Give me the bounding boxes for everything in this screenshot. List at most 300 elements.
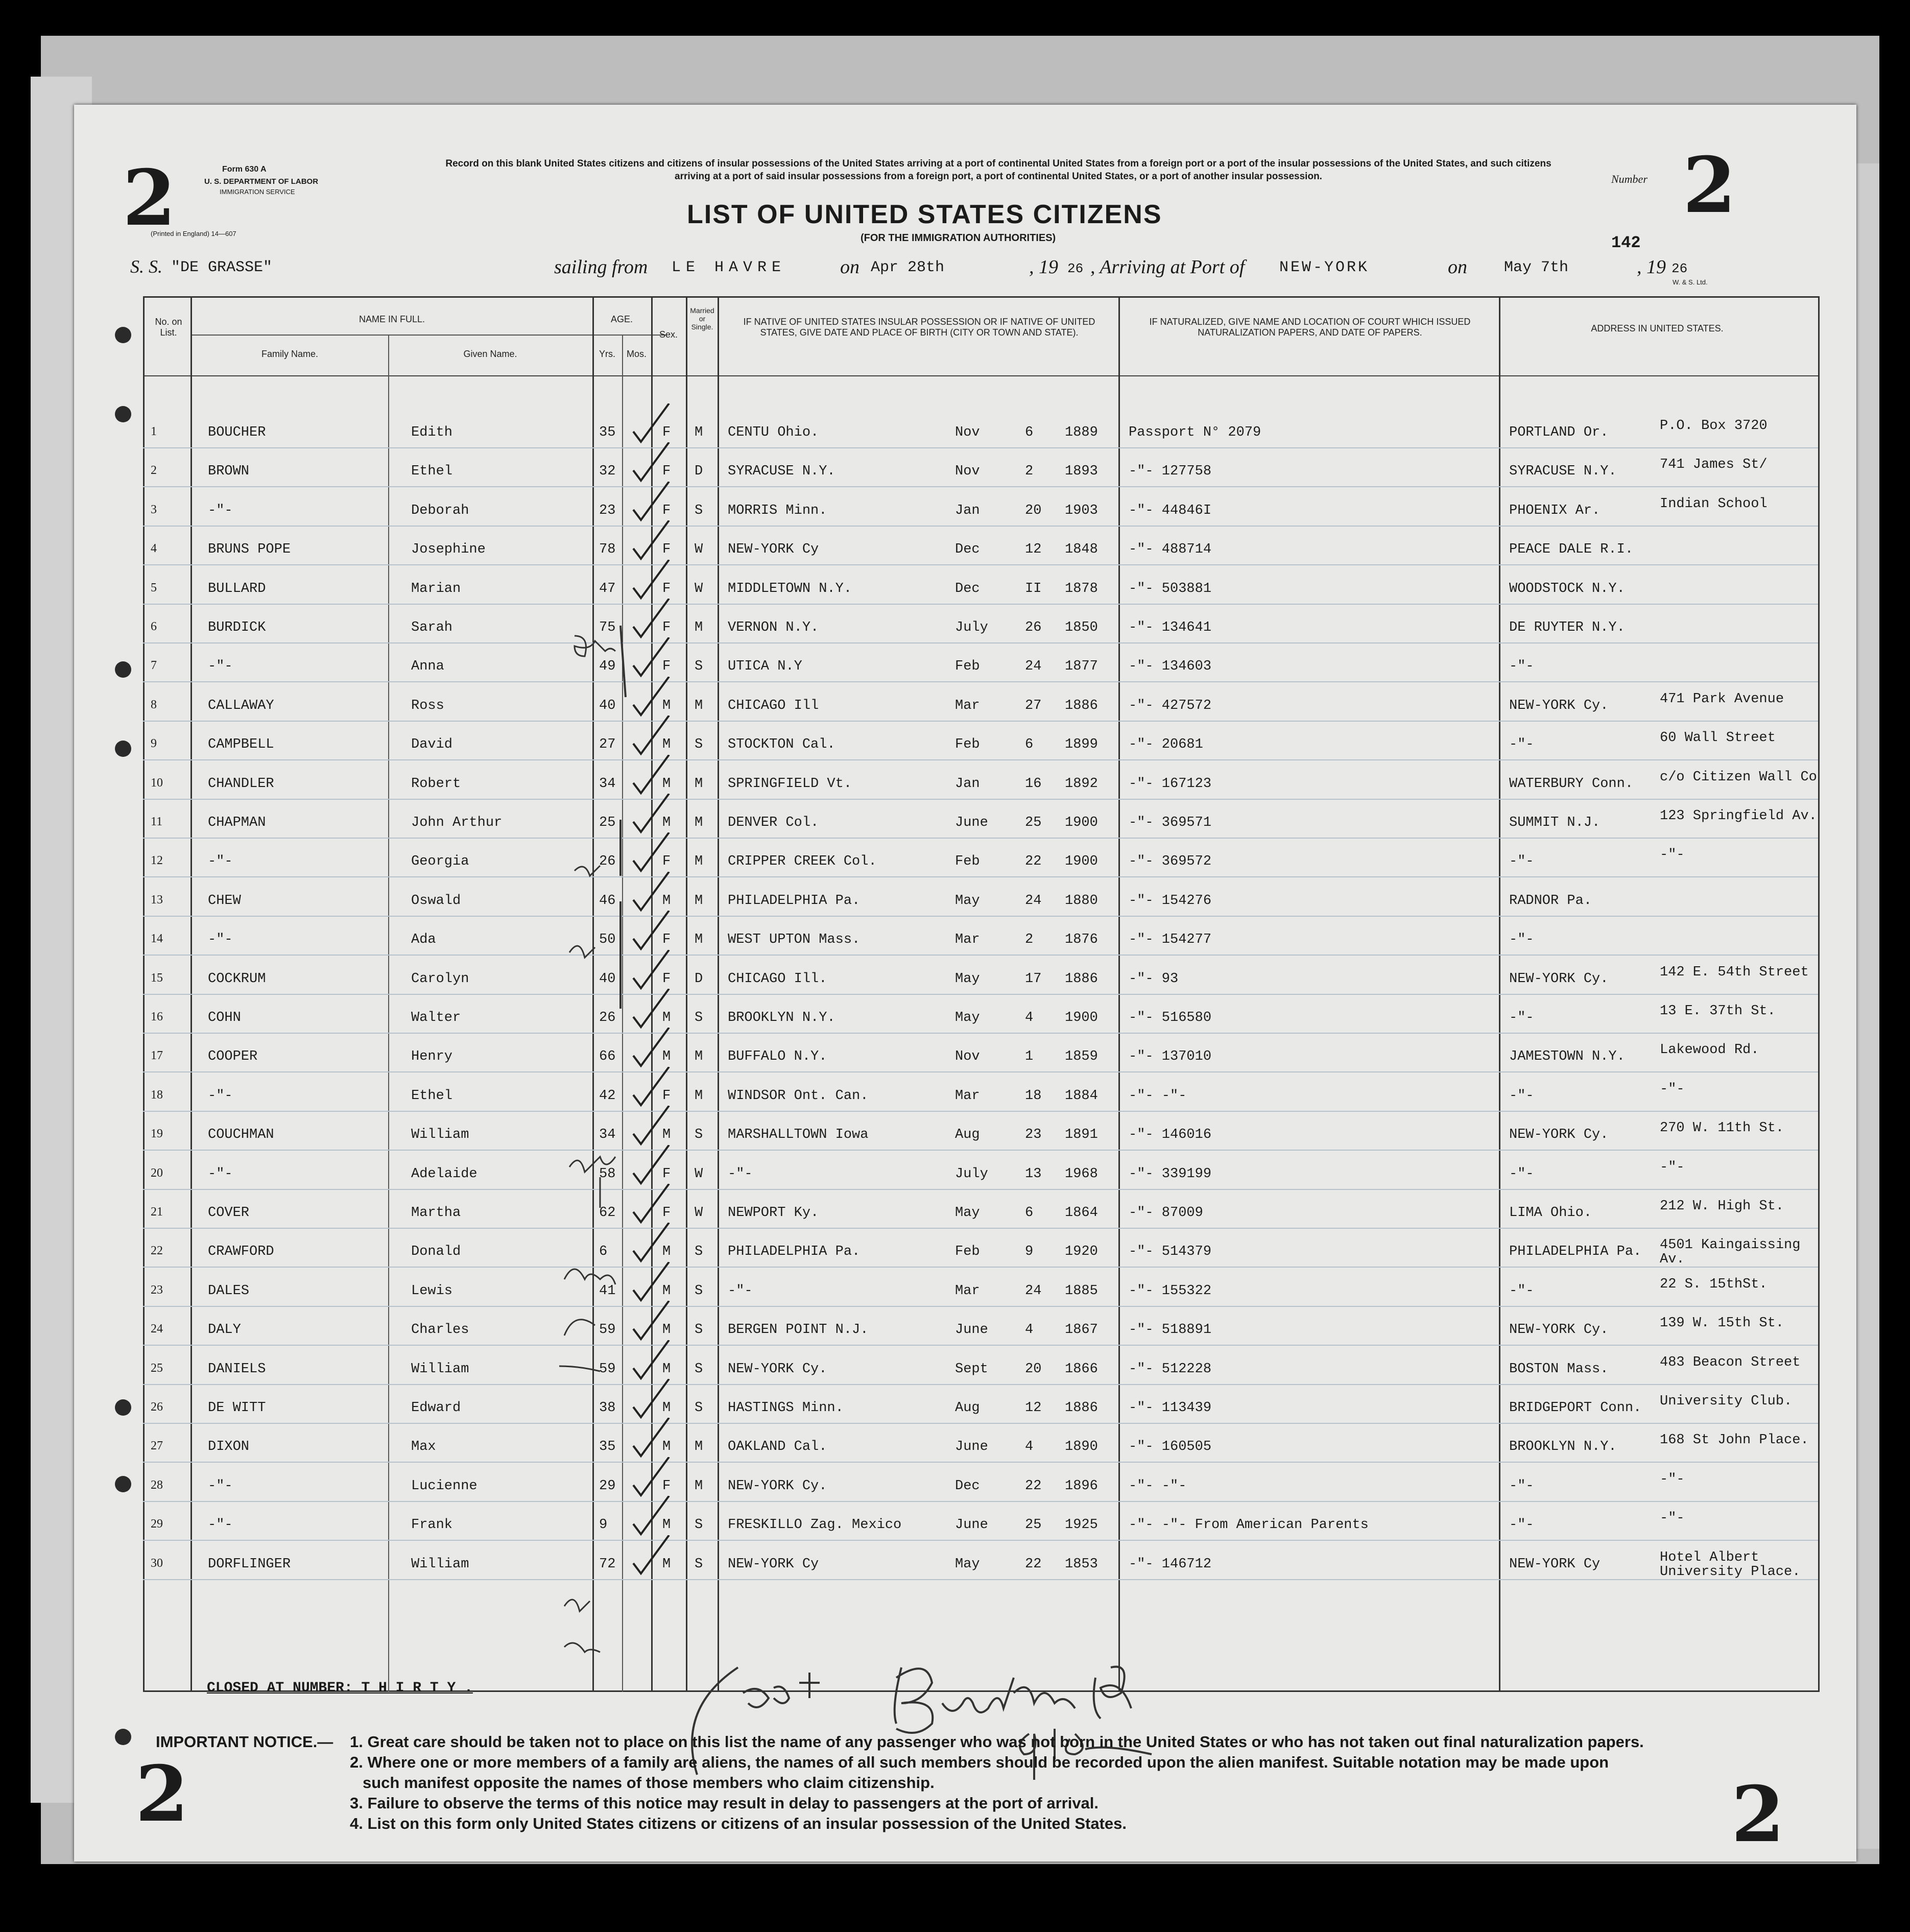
sex: M: [662, 1361, 671, 1377]
form-number-left: 2: [123, 153, 176, 243]
birth-place: HASTINGS Minn.: [728, 1400, 844, 1416]
birth-place: VERNON N.Y.: [728, 620, 819, 635]
birth-day: II: [1025, 581, 1042, 597]
address-street: 168 St John Place.: [1660, 1433, 1809, 1448]
age-years: 78: [599, 542, 616, 558]
family-name: -"-: [208, 1088, 233, 1104]
address-city: -"-: [1509, 1283, 1534, 1299]
table-row: [74, 882, 1856, 921]
printed-label: (Printed in England) 14—607: [151, 230, 236, 237]
naturalization: -"- -"-: [1129, 1088, 1187, 1104]
family-name: BULLARD: [208, 581, 266, 597]
row-number: 2: [151, 464, 157, 478]
address-city: -"-: [1509, 854, 1534, 870]
sex: M: [662, 893, 671, 909]
family-name: -"-: [208, 932, 233, 948]
birth-day: 12: [1025, 542, 1042, 558]
check-mark-icon: [628, 482, 674, 522]
address-city: WOODSTOCK N.Y.: [1509, 581, 1625, 597]
punch-hole: [115, 741, 131, 757]
birth-year: 1892: [1065, 776, 1098, 792]
address-city: -"-: [1509, 659, 1534, 675]
birth-month: Dec: [955, 542, 980, 558]
given-name: William: [411, 1556, 469, 1572]
header-bottom-border: [143, 375, 1818, 376]
naturalization: -"- 516580: [1129, 1010, 1212, 1025]
row-number: 25: [151, 1361, 163, 1375]
on-label: on: [840, 256, 860, 278]
marital-status: M: [695, 1049, 703, 1065]
marital-status: D: [695, 971, 703, 987]
marital-status: S: [695, 1361, 703, 1377]
family-name: COUCHMAN: [208, 1127, 274, 1143]
row-number: 7: [151, 659, 157, 673]
table-row: [74, 1389, 1856, 1428]
table-row: [74, 1467, 1856, 1506]
sex: F: [662, 854, 671, 870]
birth-place: DENVER Col.: [728, 815, 819, 830]
birth-year: 1886: [1065, 1400, 1098, 1416]
punch-hole: [115, 661, 131, 678]
birth-day: 23: [1025, 1127, 1042, 1143]
address-city: SUMMIT N.J.: [1509, 815, 1601, 830]
row-number: 13: [151, 893, 163, 907]
birth-place: CHICAGO Ill: [728, 698, 819, 713]
age-years: 42: [599, 1088, 616, 1104]
birth-month: June: [955, 1322, 988, 1338]
address-street: Hotel Albert University Place.: [1660, 1549, 1801, 1580]
naturalization: -"- 134641: [1129, 620, 1212, 635]
family-name: COOPER: [208, 1049, 258, 1065]
birth-year: 1886: [1065, 698, 1098, 713]
birth-day: 4: [1025, 1322, 1034, 1338]
row-number: 3: [151, 503, 157, 516]
birth-day: 26: [1025, 620, 1042, 635]
age-years: 34: [599, 1127, 616, 1143]
row-number: 27: [151, 1439, 163, 1453]
sex: M: [662, 737, 671, 753]
row-number: 22: [151, 1244, 163, 1258]
marital-status: M: [695, 932, 703, 948]
marital-status: M: [695, 815, 703, 830]
sailing-label: sailing from: [554, 256, 648, 278]
age-years: 35: [599, 1439, 616, 1455]
table-row: [74, 1155, 1856, 1194]
check-mark-icon: [628, 520, 674, 561]
address-street: Indian School: [1660, 496, 1768, 512]
marital-status: M: [695, 776, 703, 792]
header-birth: IF NATIVE OF UNITED STATES INSULAR POSSESSION OR IF NATIVE OF UNITED STATES, GIVE DATE AND PLACE OF BIRTH (CITY OR TOWN AND STATE).: [743, 317, 1095, 338]
birth-day: 22: [1025, 1478, 1042, 1494]
address-street: 212 W. High St.: [1660, 1199, 1784, 1214]
marital-status: S: [695, 1322, 703, 1338]
age-years: 72: [599, 1556, 616, 1572]
sex: M: [662, 1244, 671, 1260]
row-number: 29: [151, 1517, 163, 1531]
birth-year: 1968: [1065, 1166, 1098, 1182]
birth-place: NEW-YORK Cy: [728, 542, 819, 558]
marital-status: D: [695, 464, 703, 480]
page-title: LIST OF UNITED STATES CITIZENS: [687, 200, 1162, 229]
marital-status: S: [695, 737, 703, 753]
row-number: 6: [151, 620, 157, 633]
age-years: 49: [599, 659, 616, 675]
marital-status: M: [695, 1478, 703, 1494]
given-name: Sarah: [411, 620, 453, 635]
family-name: -"-: [208, 854, 233, 870]
address-street: -"-: [1660, 847, 1685, 863]
sex: F: [662, 503, 671, 518]
birth-month: Nov: [955, 464, 980, 480]
row-number: 4: [151, 542, 157, 556]
arriving-label: , Arriving at Port of: [1090, 256, 1245, 278]
address-street: 483 Beacon Street: [1660, 1354, 1801, 1370]
year-prefix: , 19: [1029, 256, 1058, 278]
table-row: [74, 843, 1856, 881]
address-street: 4501 Kaingaissing Av.: [1660, 1237, 1801, 1268]
birth-place: BUFFALO N.Y.: [728, 1049, 827, 1065]
given-name: Carolyn: [411, 971, 469, 987]
address-street: -"-: [1660, 1511, 1685, 1526]
given-name: John Arthur: [411, 815, 503, 830]
address-street: 60 Wall Street: [1660, 730, 1776, 746]
instructions: Record on this blank United States citizens and citizens of insular possessions of the United States arriving at a port of continental United States from a foreign port or a port of the insular possessions of the United States, and such citizens arriving at a port of said insular possessions from a foreign port, a port of continental United States, or a port of another insular possession.: [445, 158, 1551, 182]
given-name: Ada: [411, 932, 436, 948]
address-street: University Club.: [1660, 1394, 1793, 1409]
birth-year: 1925: [1065, 1517, 1098, 1533]
address-street: -"-: [1660, 1159, 1685, 1175]
birth-year: 1864: [1065, 1205, 1098, 1221]
birth-month: June: [955, 815, 988, 830]
marital-status: S: [695, 1517, 703, 1533]
header-married: Married or Single.: [690, 306, 714, 331]
birth-year: 1867: [1065, 1322, 1098, 1338]
age-years: 25: [599, 815, 616, 830]
birth-day: 16: [1025, 776, 1042, 792]
birth-place: NEWPORT Ky.: [728, 1205, 819, 1221]
sex: F: [662, 932, 671, 948]
family-name: COVER: [208, 1205, 250, 1221]
naturalization: -"- 113439: [1129, 1400, 1212, 1416]
address-city: RADNOR Pa.: [1509, 893, 1592, 909]
age-years: 40: [599, 971, 616, 987]
age-years: 6: [599, 1244, 608, 1260]
naturalization: -"- 160505: [1129, 1439, 1212, 1455]
address-city: -"-: [1509, 1010, 1534, 1025]
birth-day: 12: [1025, 1400, 1042, 1416]
birth-month: Feb: [955, 1244, 980, 1260]
address-city: BROOKLYN N.Y.: [1509, 1439, 1617, 1455]
row-number: 24: [151, 1322, 163, 1336]
punch-hole: [115, 327, 131, 343]
birth-place: NEW-YORK Cy.: [728, 1361, 827, 1377]
header-no: No. on List.: [155, 317, 182, 338]
birth-month: May: [955, 1010, 980, 1025]
given-name: William: [411, 1361, 469, 1377]
birth-place: MORRIS Minn.: [728, 503, 827, 518]
birth-place: MIDDLETOWN N.Y.: [728, 581, 852, 597]
birth-place: CENTU Ohio.: [728, 425, 819, 440]
birth-month: Feb: [955, 659, 980, 675]
address-city: -"-: [1509, 1166, 1534, 1182]
age-years: 23: [599, 503, 616, 518]
given-name: Martha: [411, 1205, 461, 1221]
birth-month: Jan: [955, 503, 980, 518]
birth-year: 1900: [1065, 815, 1098, 830]
birth-year: 1889: [1065, 425, 1098, 440]
age-years: 40: [599, 698, 616, 713]
birth-day: 17: [1025, 971, 1042, 987]
marital-status: S: [695, 659, 703, 675]
age-years: 50: [599, 932, 616, 948]
birth-day: 27: [1025, 698, 1042, 713]
row-number: 5: [151, 581, 157, 594]
address-city: NEW-YORK Cy.: [1509, 698, 1609, 713]
departure-date: Apr 28th: [871, 259, 945, 276]
header-given: Given Name.: [463, 349, 517, 359]
header-name: NAME IN FULL.: [359, 314, 425, 324]
birth-year: 1848: [1065, 542, 1098, 558]
given-name: Walter: [411, 1010, 461, 1025]
birth-day: 13: [1025, 1166, 1042, 1182]
birth-year: 1893: [1065, 464, 1098, 480]
naturalization: -"- 146016: [1129, 1127, 1212, 1143]
sex: M: [662, 698, 671, 713]
given-name: Robert: [411, 776, 461, 792]
table-row: [74, 921, 1856, 960]
birth-month: Dec: [955, 581, 980, 597]
birth-place: BERGEN POINT N.J.: [728, 1322, 869, 1338]
given-name: Donald: [411, 1244, 461, 1260]
marital-status: W: [695, 581, 703, 597]
marital-status: M: [695, 893, 703, 909]
family-name: CALLAWAY: [208, 698, 274, 713]
row-number: 10: [151, 776, 163, 790]
row-number: 20: [151, 1166, 163, 1180]
sex: M: [662, 1322, 671, 1338]
naturalization: -"- 514379: [1129, 1244, 1212, 1260]
birth-month: Aug: [955, 1400, 980, 1416]
table-row: [74, 1506, 1856, 1545]
given-name: Josephine: [411, 542, 486, 558]
departure-port: LE HAVRE: [672, 259, 786, 276]
age-years: 26: [599, 854, 616, 870]
sex: F: [662, 620, 671, 635]
arr-on-label: on: [1448, 256, 1467, 278]
row-number: 19: [151, 1127, 163, 1141]
age-years: 58: [599, 1166, 616, 1182]
age-years: 47: [599, 581, 616, 597]
birth-year: 1886: [1065, 971, 1098, 987]
address-city: SYRACUSE N.Y.: [1509, 464, 1617, 480]
naturalization: -"- 512228: [1129, 1361, 1212, 1377]
sex: M: [662, 776, 671, 792]
row-number: 1: [151, 425, 157, 438]
punch-hole: [115, 1399, 131, 1416]
family-name: DIXON: [208, 1439, 250, 1455]
birth-place: SPRINGFIELD Vt.: [728, 776, 852, 792]
marital-status: W: [695, 542, 703, 558]
address-street: P.O. Box 3720: [1660, 418, 1768, 434]
birth-year: 1884: [1065, 1088, 1098, 1104]
age-years: 75: [599, 620, 616, 635]
marital-status: M: [695, 854, 703, 870]
arrival-year: 26: [1672, 261, 1688, 276]
birth-day: 20: [1025, 1361, 1042, 1377]
punch-hole: [115, 1476, 131, 1492]
notice-item-4: 4. List on this form only United States citizens or citizens of an insular possession of the United States.: [350, 1815, 1127, 1832]
birth-year: 1896: [1065, 1478, 1098, 1494]
naturalization: -"- -"- From American Parents: [1129, 1517, 1369, 1533]
birth-year: 1900: [1065, 854, 1098, 870]
printer-mark: W. & S. Ltd.: [1673, 278, 1708, 286]
naturalization: -"- 427572: [1129, 698, 1212, 713]
table-row: [74, 765, 1856, 804]
closed-at-number: CLOSED AT NUMBER: T H I R T Y .: [207, 1680, 473, 1696]
age-years: 9: [599, 1517, 608, 1533]
table-row: [74, 492, 1856, 531]
birth-month: July: [955, 1166, 988, 1182]
family-name: DANIELS: [208, 1361, 266, 1377]
row-number: 16: [151, 1010, 163, 1023]
family-name: COHN: [208, 1010, 241, 1025]
given-name: Georgia: [411, 854, 469, 870]
header-address: ADDRESS IN UNITED STATES.: [1591, 323, 1724, 333]
given-name: Marian: [411, 581, 461, 597]
naturalization: -"- 44846I: [1129, 503, 1212, 518]
birth-month: Mar: [955, 698, 980, 713]
given-name: Ethel: [411, 1088, 453, 1104]
marital-status: W: [695, 1205, 703, 1221]
sex: F: [662, 425, 671, 440]
table-row: [74, 414, 1856, 452]
address-city: -"-: [1509, 932, 1534, 948]
table-row: [74, 1311, 1856, 1350]
naturalization: -"- 87009: [1129, 1205, 1203, 1221]
bottom-number-left: 2: [135, 1749, 189, 1839]
table-row: [74, 1545, 1856, 1584]
row-number: 9: [151, 737, 157, 751]
birth-day: 6: [1025, 425, 1034, 440]
form-number-right: 2: [1683, 140, 1736, 230]
naturalization: -"- 369572: [1129, 854, 1212, 870]
address-city: LIMA Ohio.: [1509, 1205, 1592, 1221]
birth-month: Mar: [955, 1088, 980, 1104]
birth-place: -"-: [728, 1283, 753, 1299]
marital-status: S: [695, 503, 703, 518]
family-name: CRAWFORD: [208, 1244, 274, 1260]
naturalization: -"- 127758: [1129, 464, 1212, 480]
birth-place: MARSHALLTOWN Iowa: [728, 1127, 869, 1143]
address-street: 741 James St/: [1660, 457, 1768, 473]
row-number: 17: [151, 1049, 163, 1063]
age-years: 59: [599, 1361, 616, 1377]
address-city: PHOENIX Ar.: [1509, 503, 1601, 518]
naturalization: -"- 518891: [1129, 1322, 1212, 1338]
age-years: 35: [599, 425, 616, 440]
row-number: 12: [151, 854, 163, 868]
number-label: Number: [1611, 173, 1648, 185]
age-years: 26: [599, 1010, 616, 1025]
age-years: 32: [599, 464, 616, 480]
birth-day: 20: [1025, 503, 1042, 518]
address-street: Lakewood Rd.: [1660, 1042, 1759, 1058]
birth-day: 22: [1025, 1556, 1042, 1572]
address-city: NEW-YORK Cy.: [1509, 971, 1609, 987]
family-name: BOUCHER: [208, 425, 266, 440]
birth-month: Dec: [955, 1478, 980, 1494]
table-row: [74, 999, 1856, 1038]
birth-day: 24: [1025, 893, 1042, 909]
address-city: PHILADELPHIA Pa.: [1509, 1244, 1642, 1260]
age-years: 62: [599, 1205, 616, 1221]
arr-year-prefix: , 19: [1637, 256, 1666, 278]
naturalization: -"- 137010: [1129, 1049, 1212, 1065]
service-label: IMMIGRATION SERVICE: [220, 188, 295, 196]
marital-status: S: [695, 1400, 703, 1416]
sex: M: [662, 1283, 671, 1299]
naturalization: -"- 167123: [1129, 776, 1212, 792]
naturalization: Passport N° 2079: [1129, 425, 1261, 440]
address-city: BRIDGEPORT Conn.: [1509, 1400, 1642, 1416]
family-name: COCKRUM: [208, 971, 266, 987]
birth-place: WEST UPTON Mass.: [728, 932, 861, 948]
notice-item-1: 1. Great care should be taken not to place on this list the name of any passenger who was not born in the United States or who has not taken out final naturalization papers.: [350, 1733, 1644, 1751]
age-years: 29: [599, 1478, 616, 1494]
birth-month: July: [955, 620, 988, 635]
family-name: -"-: [208, 1517, 233, 1533]
notice-label: IMPORTANT NOTICE.—: [156, 1733, 333, 1751]
naturalization: -"- 154276: [1129, 893, 1212, 909]
age-years: 27: [599, 737, 616, 753]
table-top-border: [143, 296, 1818, 298]
birth-month: Feb: [955, 737, 980, 753]
row-number: 18: [151, 1088, 163, 1102]
address-city: DE RUYTER N.Y.: [1509, 620, 1625, 635]
table-row: [74, 1272, 1856, 1311]
birth-day: 24: [1025, 1283, 1042, 1299]
table-row: [74, 648, 1856, 686]
arrival-date: May 7th: [1504, 259, 1569, 276]
birth-month: May: [955, 893, 980, 909]
naturalization: -"- 155322: [1129, 1283, 1212, 1299]
ship-name: "DE GRASSE": [171, 259, 273, 276]
family-name: DE WITT: [208, 1400, 266, 1416]
header-sex: Sex.: [659, 329, 678, 340]
row-number: 26: [151, 1400, 163, 1414]
birth-month: May: [955, 971, 980, 987]
naturalization: -"- 154277: [1129, 932, 1212, 948]
birth-day: 6: [1025, 1205, 1034, 1221]
birth-place: CHICAGO Ill.: [728, 971, 827, 987]
birth-year: 1890: [1065, 1439, 1098, 1455]
birth-year: 1866: [1065, 1361, 1098, 1377]
birth-day: 18: [1025, 1088, 1042, 1104]
family-name: DALY: [208, 1322, 241, 1338]
address-street: 22 S. 15thSt.: [1660, 1276, 1768, 1292]
address-city: NEW-YORK Cy.: [1509, 1127, 1609, 1143]
header-family: Family Name.: [261, 349, 318, 359]
address-city: NEW-YORK Cy.: [1509, 1322, 1609, 1338]
sex: F: [662, 464, 671, 480]
birth-year: 1920: [1065, 1244, 1098, 1260]
naturalization: -"- 146712: [1129, 1556, 1212, 1572]
birth-year: 1876: [1065, 932, 1098, 948]
family-name: DALES: [208, 1283, 250, 1299]
punch-hole: [115, 1729, 131, 1745]
address-street: 13 E. 37th St.: [1660, 1004, 1776, 1019]
birth-year: 1885: [1065, 1283, 1098, 1299]
